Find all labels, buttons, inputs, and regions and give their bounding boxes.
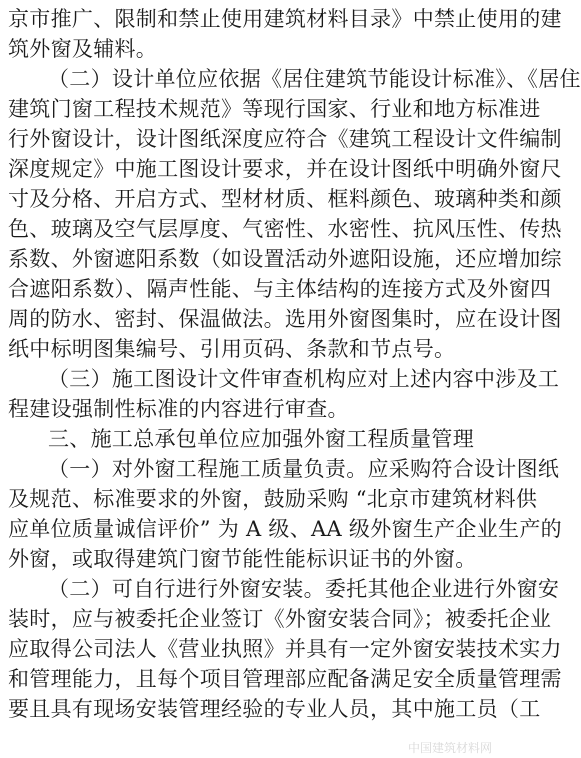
text-line-4: 建筑门窗工程技术规范》等现行国家、行业和地方标准进 — [8, 97, 541, 121]
text-line-22: 应取得公司法人《营业执照》并具有一定外窗安装技术实力 — [8, 637, 562, 661]
text-line-16: （一）对外窗工程施工质量负责。应采购符合设计图纸 — [48, 457, 560, 481]
text-line-11: 周的防水、密封、保温做法。选用外窗图集时，应在设计图 — [8, 307, 562, 331]
section-heading: 三、施工总承包单位应加强外窗工程质量管理 — [48, 427, 474, 451]
text-line-10: 合遮阳系数）、隔声性能、与主体结构的连接方式及外窗四 — [8, 277, 552, 301]
text-line-18: 应单位质量诚信评价” 为 A 级、AA 级外窗生产企业生产的 — [8, 517, 562, 541]
text-line-23: 和管理能力，且每个项目管理部应配备满足安全质量管理需 — [8, 667, 562, 691]
text-line-17: 及规范、标准要求的外窗，鼓励采购 “北京市建筑材料供 — [8, 487, 538, 511]
text-line-13: （三）施工图设计文件审查机构应对上述内容中涉及工 — [48, 367, 560, 391]
text-line-5: 行外窗设计，设计图纸深度应符合《建筑工程设计文件编制 — [8, 127, 562, 151]
text-line-12: 纸中标明图集编号、引用页码、条款和节点号。 — [8, 337, 456, 361]
text-line-2: 筑外窗及辅料。 — [8, 37, 158, 61]
text-line-20: （二）可自行进行外窗安装。委托其他企业进行外窗安 — [48, 577, 560, 601]
text-line-19: 外窗，或取得建筑门窗节能性能标识证书的外窗。 — [8, 547, 477, 571]
watermark-text: 中国建筑材料网 — [407, 741, 492, 755]
text-line-14: 程建设强制性标准的内容进行审查。 — [8, 397, 349, 421]
text-line-24: 要且具有现场安装管理经验的专业人员，其中施工员（工 — [8, 697, 541, 721]
text-line-3: （二）设计单位应依据《居住建筑节能设计标准》、《居住 — [48, 67, 581, 91]
text-line-7: 寸及分格、开启方式、型材材质、框料颜色、玻璃种类和颜 — [8, 187, 562, 211]
text-line-9: 系数、外窗遮阳系数（如设置活动外遮阳设施，还应增加综 — [8, 247, 562, 271]
text-line-6: 深度规定》中施工图设计要求，并在设计图纸中明确外窗尺 — [8, 157, 562, 181]
text-line-1: 京市推广、限制和禁止使用建筑材料目录》中禁止使用的建 — [8, 7, 562, 31]
text-line-21: 装时，应与被委托企业签订《外窗安装合同》；被委托企业 — [8, 607, 552, 631]
text-line-8: 色、玻璃及空气层厚度、气密性、水密性、抗风压性、传热 — [8, 217, 562, 241]
